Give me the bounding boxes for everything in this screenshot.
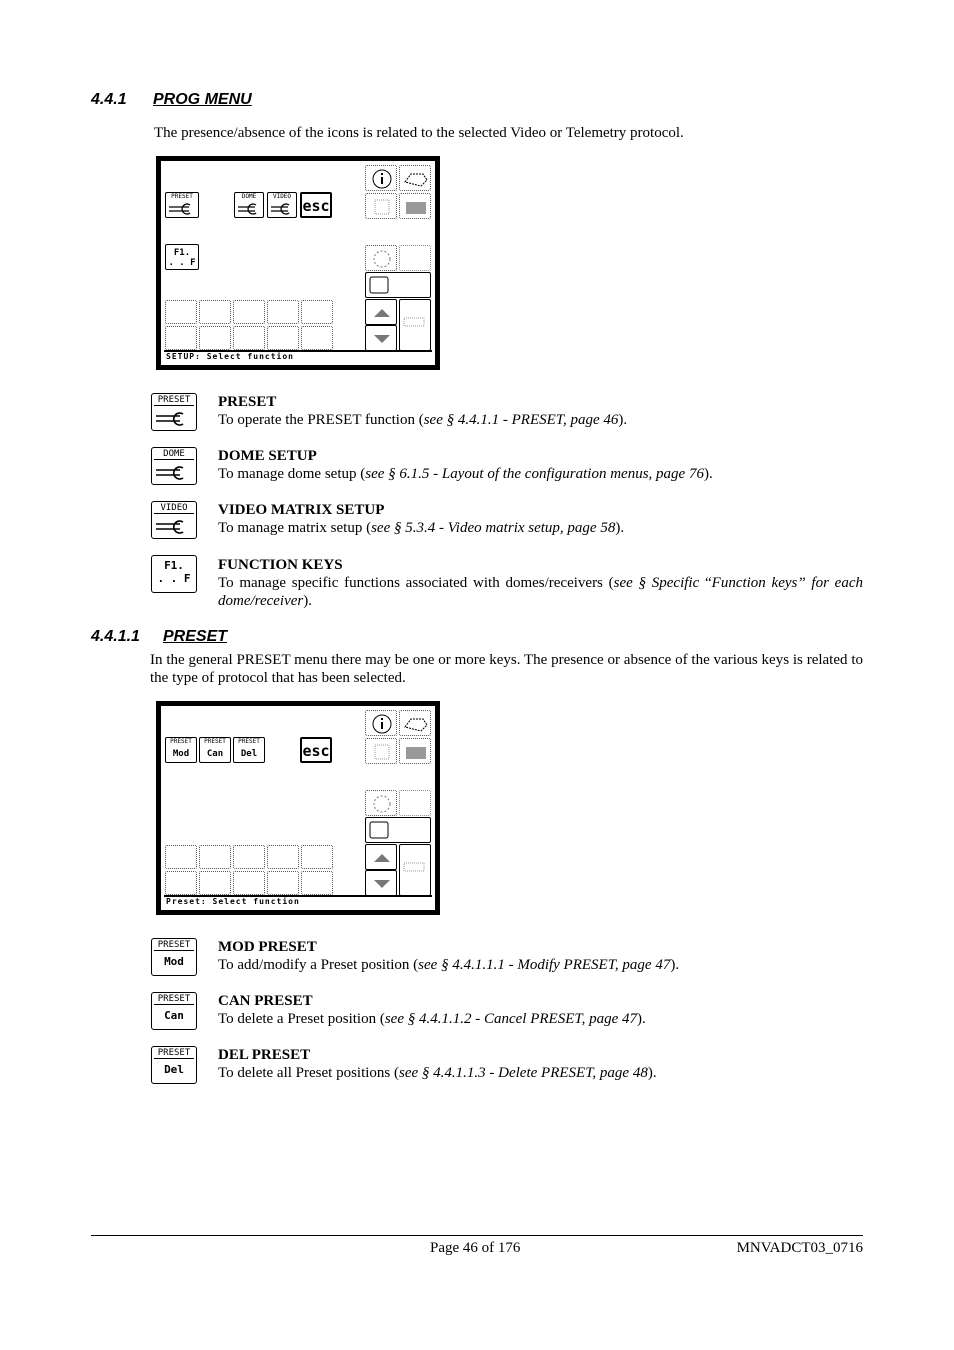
camera-icon-button[interactable] — [399, 710, 431, 736]
section-title: PRESET — [163, 628, 228, 645]
keypad-icon — [366, 194, 398, 220]
icon-sub-label: Del — [164, 1063, 184, 1076]
grid-key-4[interactable] — [267, 300, 299, 324]
video-matrix-icon — [151, 501, 197, 539]
item-term: FUNCTION KEYS — [218, 557, 343, 573]
wrench-icon — [152, 448, 198, 486]
grid-key-3[interactable] — [233, 845, 265, 869]
button-caption: PRESET — [170, 738, 192, 745]
item-term: VIDEO MATRIX SETUP — [218, 502, 385, 518]
dome-icon — [366, 791, 398, 817]
grid-button[interactable] — [365, 193, 397, 219]
grid-button[interactable] — [365, 738, 397, 764]
monitor-button[interactable] — [399, 738, 431, 764]
grid-key-5[interactable] — [301, 300, 333, 324]
camera-icon-button[interactable] — [399, 165, 431, 191]
grid-key-6[interactable] — [165, 871, 197, 895]
enter-icon — [400, 300, 432, 352]
item-description: To operate the PRESET function (see § 4.4.1.1 - PRESET, page 46). — [218, 412, 628, 428]
up-button[interactable] — [365, 844, 397, 870]
down-button[interactable] — [365, 325, 397, 351]
footer-rule — [91, 1235, 863, 1236]
icon-caption: PRESET — [154, 396, 194, 406]
item-description: To delete a Preset position (see § 4.4.1.1.2 - Cancel PRESET, page 47). — [218, 1011, 646, 1027]
document-code: MNVADCT03_0716 — [736, 1240, 863, 1256]
item-description: To manage dome setup (see § 6.1.5 - Layout of the configuration menus, page 76). — [218, 466, 713, 482]
button-sub-label: Can — [206, 749, 224, 759]
grid-key-8[interactable] — [233, 326, 265, 350]
wrench-icon — [152, 502, 198, 540]
dome-button-label: DOME — [241, 193, 257, 200]
button-sub-label: Del — [240, 749, 258, 759]
preset-button[interactable] — [165, 192, 199, 218]
lcd-screen-preset — [156, 701, 440, 915]
function-keys-button[interactable] — [165, 244, 199, 270]
section-heading-preset — [91, 628, 227, 646]
preset-icon — [151, 393, 197, 431]
icon-sub-label: Can — [164, 1009, 184, 1022]
mod-preset-icon — [151, 938, 197, 976]
info-icon — [366, 166, 398, 192]
info-button[interactable] — [365, 710, 397, 736]
down-button[interactable] — [365, 870, 397, 896]
video-button[interactable] — [267, 192, 297, 218]
status-line: Preset: Select function — [166, 897, 300, 906]
lcd-display — [161, 161, 435, 365]
enter-button[interactable] — [399, 844, 431, 896]
grid-key-10[interactable] — [301, 871, 333, 895]
dome-button[interactable] — [234, 192, 264, 218]
item-term: CAN PRESET — [218, 993, 313, 1009]
icon-sub-label: Mod — [164, 955, 184, 968]
item-term: DEL PRESET — [218, 1047, 311, 1063]
section-number: 4.4.1.1 — [91, 628, 140, 645]
esc-button[interactable] — [300, 192, 332, 218]
grid-key-8[interactable] — [233, 871, 265, 895]
dome-position-button[interactable] — [365, 790, 397, 816]
mod-preset-button[interactable] — [165, 737, 197, 763]
select-button[interactable] — [365, 817, 431, 843]
camera-icon — [400, 166, 432, 192]
grid-key-2[interactable] — [199, 845, 231, 869]
section-heading-prog-menu — [91, 91, 252, 109]
dome-setup-icon — [151, 447, 197, 485]
grid-key-1[interactable] — [165, 300, 197, 324]
item-description: To add/modify a Preset position (see § 4.4.1.1.1 - Modify PRESET, page 47). — [218, 957, 680, 973]
button-caption: PRESET — [238, 738, 260, 745]
monitor-icon — [400, 194, 432, 220]
grid-key-1[interactable] — [165, 845, 197, 869]
grid-key-5[interactable] — [301, 845, 333, 869]
esc-button[interactable] — [300, 737, 332, 763]
icon-caption: VIDEO — [154, 504, 194, 514]
enter-icon — [400, 845, 432, 897]
info-button[interactable] — [365, 165, 397, 191]
dome-position-button[interactable] — [365, 245, 397, 271]
section-intro: The presence/absence of the icons is related to the selected Video or Telemetry protocol. — [154, 125, 684, 141]
grid-key-4[interactable] — [267, 845, 299, 869]
can-preset-icon — [151, 992, 197, 1030]
button-sub-label: Mod — [172, 749, 190, 759]
item-term: PRESET — [218, 394, 277, 410]
button-caption: PRESET — [204, 738, 226, 745]
lcd-display — [161, 706, 435, 910]
item-term: MOD PRESET — [218, 939, 317, 955]
status-line: SETUP: Select function — [166, 352, 294, 361]
arrow-up-icon — [366, 300, 398, 326]
wrench-icon — [152, 394, 198, 432]
keypad-icon — [366, 739, 398, 765]
can-preset-button[interactable] — [199, 737, 231, 763]
camera-icon — [400, 711, 432, 737]
page-number: Page 46 of 176 — [430, 1240, 521, 1256]
grid-key-7[interactable] — [199, 871, 231, 895]
esc-button-label: esc — [302, 197, 330, 215]
item-description: To delete all Preset positions (see § 4.4.1.1.3 - Delete PRESET, page 48). — [218, 1065, 657, 1081]
select-button[interactable] — [365, 272, 431, 298]
function-keys-icon — [151, 555, 197, 593]
monitor-button[interactable] — [399, 193, 431, 219]
section-intro: In the general PRESET menu there may be one or more keys. The presence or absence of the various keys is related to the type of protocol that has been selected. — [150, 652, 863, 686]
f1-label-line2: . . F — [168, 258, 196, 268]
del-preset-icon — [151, 1046, 197, 1084]
icon-caption: PRESET — [154, 1049, 194, 1059]
f1-label-line1: F1. — [173, 248, 191, 258]
section-title: PROG MENU — [153, 91, 252, 108]
grid-key-9[interactable] — [267, 326, 299, 350]
grid-key-9[interactable] — [267, 871, 299, 895]
item-description: To manage matrix setup (see § 5.3.4 - Video matrix setup, page 58). — [218, 520, 625, 536]
square-icon — [366, 818, 432, 844]
grid-key-7[interactable] — [199, 326, 231, 350]
item-term: DOME SETUP — [218, 448, 317, 464]
arrow-down-icon — [366, 871, 398, 897]
icon-line2: . . F — [157, 572, 191, 585]
grid-key-3[interactable] — [233, 300, 265, 324]
disabled-button[interactable] — [399, 245, 431, 271]
item-description: To manage specific functions associated with domes/receivers (see § Specific “Function keys” for each dome/receiver). — [218, 575, 863, 609]
icon-caption: PRESET — [154, 941, 194, 951]
esc-button-label: esc — [302, 742, 330, 760]
video-button-label: VIDEO — [272, 193, 292, 200]
section-number: 4.4.1 — [91, 91, 127, 108]
monitor-icon — [400, 739, 432, 765]
enter-button[interactable] — [399, 299, 431, 351]
preset-button-label: PRESET — [171, 193, 193, 200]
dome-icon — [366, 246, 398, 272]
icon-line1: F1. — [164, 559, 184, 572]
lcd-screen-setup — [156, 156, 440, 370]
icon-caption: PRESET — [154, 995, 194, 1005]
del-preset-button[interactable] — [233, 737, 265, 763]
info-icon — [366, 711, 398, 737]
up-button[interactable] — [365, 299, 397, 325]
grid-key-2[interactable] — [199, 300, 231, 324]
grid-key-10[interactable] — [301, 326, 333, 350]
disabled-button[interactable] — [399, 790, 431, 816]
arrow-down-icon — [366, 326, 398, 352]
grid-key-6[interactable] — [165, 326, 197, 350]
icon-caption: DOME — [154, 450, 194, 460]
arrow-up-icon — [366, 845, 398, 871]
square-icon — [366, 273, 432, 299]
